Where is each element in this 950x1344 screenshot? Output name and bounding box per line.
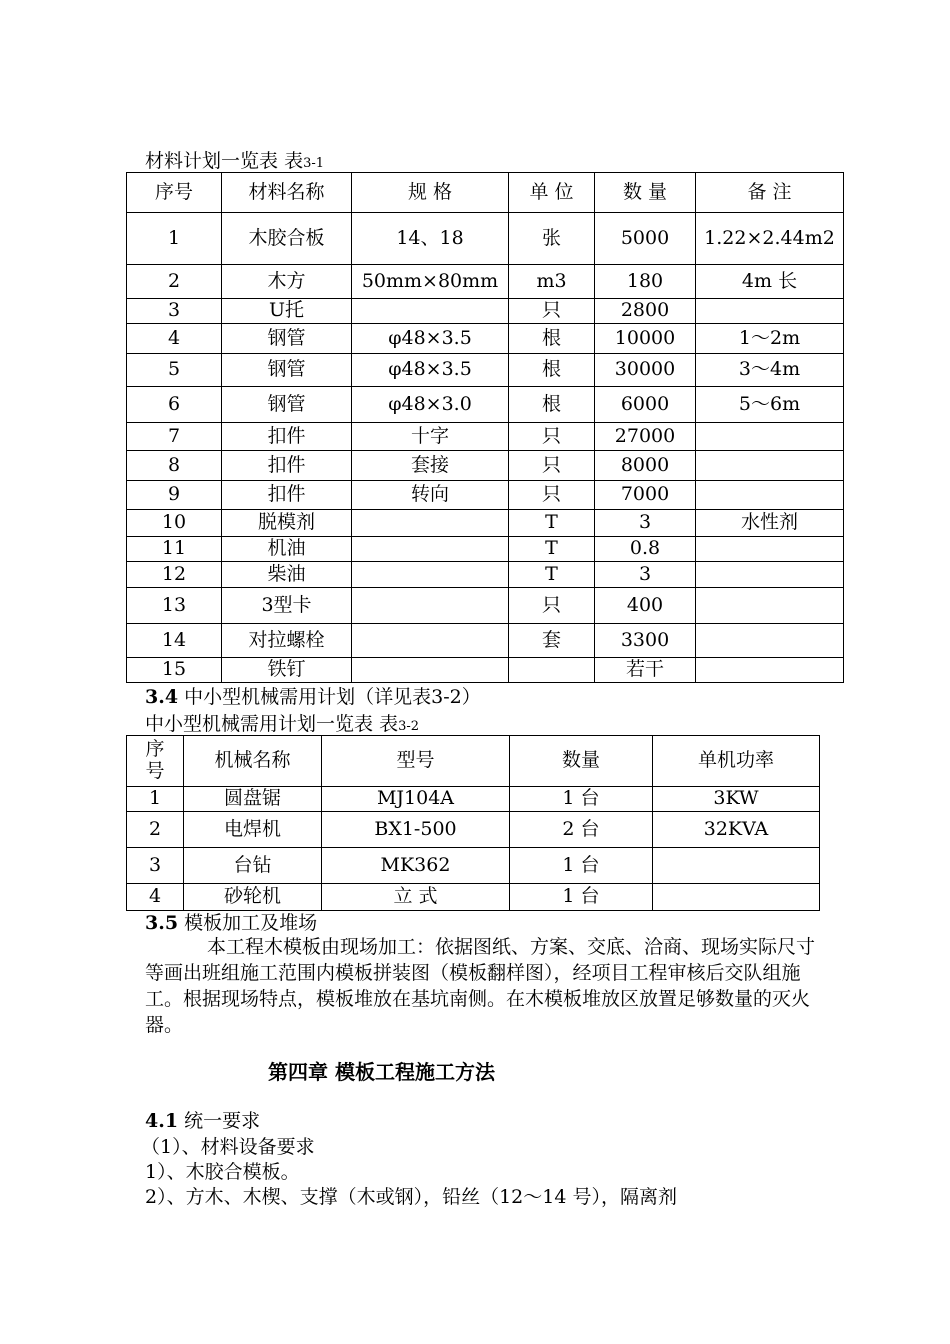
table-cell: 0.8 (595, 537, 696, 562)
table-cell (653, 848, 820, 884)
table-cell: 扣件 (222, 423, 352, 451)
table-cell: 扣件 (222, 451, 352, 481)
table-header-cell: 单 位 (509, 173, 595, 213)
table-cell: 30000 (595, 354, 696, 387)
table-row (127, 324, 844, 354)
table-header-row (127, 173, 844, 213)
table-cell: T (509, 510, 595, 537)
table1-caption-text: 材料计划一览表 (145, 150, 279, 172)
table-cell: 扣件 (222, 481, 352, 510)
table-header-cell: 数 量 (595, 173, 696, 213)
table-cell: 1 台 (510, 787, 653, 812)
table-header-cell: 机械名称 (184, 736, 322, 787)
table-cell: 2 (127, 812, 184, 848)
table-cell: 套 (509, 624, 595, 658)
section-4-1-item: 1）、木胶合模板。 (145, 1161, 300, 1183)
table-cell: 转向 (352, 481, 509, 510)
table-cell: 1 (127, 213, 222, 265)
table-cell: 只 (509, 423, 595, 451)
table-row (127, 588, 844, 624)
table2-caption (145, 713, 419, 736)
table-cell: 钢管 (222, 324, 352, 354)
table-cell: 对拉螺栓 (222, 624, 352, 658)
table-cell: 4m 长 (696, 265, 844, 299)
table-cell (509, 658, 595, 683)
table-cell: 2 台 (510, 812, 653, 848)
table-cell: 木方 (222, 265, 352, 299)
table-cell: 1 台 (510, 848, 653, 884)
table-cell: φ48×3.0 (352, 387, 509, 423)
table-cell (696, 299, 844, 324)
table-cell: 3300 (595, 624, 696, 658)
table-row (127, 510, 844, 537)
table-header-cell: 序号 (127, 173, 222, 213)
table-cell: 只 (509, 588, 595, 624)
table-cell (696, 481, 844, 510)
table2-caption-prefix: 表 (379, 713, 399, 735)
table-cell: BX1-500 (322, 812, 510, 848)
table-cell (352, 658, 509, 683)
table-cell: 32KVA (653, 812, 820, 848)
table-header-cell: 数量 (510, 736, 653, 787)
table-row (127, 848, 820, 884)
table-cell: 27000 (595, 423, 696, 451)
table-cell: 立 式 (322, 884, 510, 911)
table-cell: 台钻 (184, 848, 322, 884)
section-3-4-heading (145, 686, 481, 709)
table-cell: 8 (127, 451, 222, 481)
table-header-cell: 规 格 (352, 173, 509, 213)
table-row (127, 537, 844, 562)
table-cell: 柴油 (222, 562, 352, 588)
table-cell: 水性剂 (696, 510, 844, 537)
table-cell: 6000 (595, 387, 696, 423)
table-cell (696, 624, 844, 658)
table-cell: 只 (509, 299, 595, 324)
table-header-cell: 型号 (322, 736, 510, 787)
table2-caption-number: 3-2 (398, 719, 420, 734)
section-4-1-item: 2）、方木、木楔、支撑（木或钢），铅丝（12～14 号），隔离剂 (145, 1186, 677, 1208)
table1-caption (145, 150, 324, 173)
table-cell: MK362 (322, 848, 510, 884)
table-cell: 6 (127, 387, 222, 423)
table-cell: 3 (595, 510, 696, 537)
table-cell: 11 (127, 537, 222, 562)
section-4-1-number: 4.1 (145, 1110, 179, 1132)
section-3-5-title: 模板加工及堆场 (184, 912, 318, 934)
section-3-4-title: 中小型机械需用计划（详见表3-2） (184, 686, 481, 708)
table-cell: φ48×3.5 (352, 324, 509, 354)
table-header-cell: 备 注 (696, 173, 844, 213)
table-header-cell: 序号 (127, 736, 184, 787)
table-cell (696, 562, 844, 588)
table-cell: 木胶合板 (222, 213, 352, 265)
section-4-1-item: （1）、材料设备要求 (141, 1136, 315, 1158)
table-cell: 圆盘锯 (184, 787, 322, 812)
table-cell (696, 658, 844, 683)
table-cell: MJ104A (322, 787, 510, 812)
table-cell: 只 (509, 481, 595, 510)
chapter-4-title: 第四章 模板工程施工方法 (268, 1060, 495, 1084)
table-cell: 8000 (595, 451, 696, 481)
table-cell (352, 299, 509, 324)
table-cell: 5000 (595, 213, 696, 265)
table-cell: 张 (509, 213, 595, 265)
table-cell: 10000 (595, 324, 696, 354)
table-cell (352, 510, 509, 537)
table-row (127, 423, 844, 451)
table-row (127, 787, 820, 812)
table-cell (696, 537, 844, 562)
table-cell: 5～6m (696, 387, 844, 423)
table-cell: 电焊机 (184, 812, 322, 848)
table-cell: 根 (509, 324, 595, 354)
section-3-5-paragraph: 本工程木模板由现场加工：依据图纸、方案、交底、洽商、现场实际尺寸等画出班组施工范围内模板拼装图（模板翻样图），经项目工程审核后交队组施工。根据现场特点，模板堆放在基坑南侧。在木模板堆放区放置足够数量的灭火器。 (145, 936, 816, 1036)
table-cell: 只 (509, 451, 595, 481)
table-cell: 2800 (595, 299, 696, 324)
table-cell: 15 (127, 658, 222, 683)
table-cell: 4 (127, 324, 222, 354)
table-cell: 1 台 (510, 884, 653, 911)
table-row (127, 624, 844, 658)
table1-caption-prefix: 表 (284, 150, 304, 172)
table-cell: 7 (127, 423, 222, 451)
table-cell: 180 (595, 265, 696, 299)
table-cell: 7000 (595, 481, 696, 510)
table-cell: 3 (595, 562, 696, 588)
table-cell: 根 (509, 387, 595, 423)
table-cell: 套接 (352, 451, 509, 481)
table-cell: 3 (127, 848, 184, 884)
table-cell: 2 (127, 265, 222, 299)
table-row (127, 481, 844, 510)
table-cell (352, 624, 509, 658)
table-row (127, 299, 844, 324)
table-header-row (127, 736, 820, 787)
table-row (127, 213, 844, 265)
table-cell: 14、18 (352, 213, 509, 265)
table-cell: 铁钉 (222, 658, 352, 683)
table-row (127, 354, 844, 387)
table-cell (352, 537, 509, 562)
material-plan-table (126, 172, 844, 683)
table-cell: 400 (595, 588, 696, 624)
machinery-plan-table (126, 735, 820, 911)
table-row (127, 812, 820, 848)
table-cell: 12 (127, 562, 222, 588)
table2-caption-text: 中小型机械需用计划一览表 (145, 713, 374, 735)
table-header-cell: 单机功率 (653, 736, 820, 787)
table-cell: 3～4m (696, 354, 844, 387)
table-cell: T (509, 537, 595, 562)
table-cell (696, 423, 844, 451)
table-row (127, 387, 844, 423)
table-cell: 14 (127, 624, 222, 658)
table-cell (696, 451, 844, 481)
section-4-1-title: 统一要求 (184, 1110, 261, 1132)
table-row (127, 451, 844, 481)
table-cell: 3型卡 (222, 588, 352, 624)
section-3-5-heading (145, 912, 317, 935)
table-cell: 机油 (222, 537, 352, 562)
table-cell: 1～2m (696, 324, 844, 354)
table-cell: 10 (127, 510, 222, 537)
table-row (127, 562, 844, 588)
table-cell (653, 884, 820, 911)
table-row (127, 658, 844, 683)
section-3-5-number: 3.5 (145, 912, 179, 934)
table-row (127, 265, 844, 299)
table-cell (352, 588, 509, 624)
table-cell: 9 (127, 481, 222, 510)
table-cell: φ48×3.5 (352, 354, 509, 387)
table-cell: 3KW (653, 787, 820, 812)
table-cell: 50mm×80mm (352, 265, 509, 299)
table-cell: 1 (127, 787, 184, 812)
table-cell: 脱模剂 (222, 510, 352, 537)
table-cell: 砂轮机 (184, 884, 322, 911)
table-cell: 5 (127, 354, 222, 387)
table-cell: U托 (222, 299, 352, 324)
table-cell (352, 562, 509, 588)
table-cell: T (509, 562, 595, 588)
table-cell: 根 (509, 354, 595, 387)
table-row (127, 884, 820, 911)
table-header-cell: 材料名称 (222, 173, 352, 213)
table-cell: 1.22×2.44m2 (696, 213, 844, 265)
table-cell: m3 (509, 265, 595, 299)
section-4-1-heading (145, 1110, 260, 1133)
table-cell: 若干 (595, 658, 696, 683)
section-3-4-number: 3.4 (145, 686, 179, 708)
table-cell: 十字 (352, 423, 509, 451)
table-cell (696, 588, 844, 624)
table-cell: 3 (127, 299, 222, 324)
table-cell: 钢管 (222, 387, 352, 423)
table1-caption-number: 3-1 (303, 156, 325, 171)
table-cell: 13 (127, 588, 222, 624)
table-cell: 4 (127, 884, 184, 911)
table-cell: 钢管 (222, 354, 352, 387)
